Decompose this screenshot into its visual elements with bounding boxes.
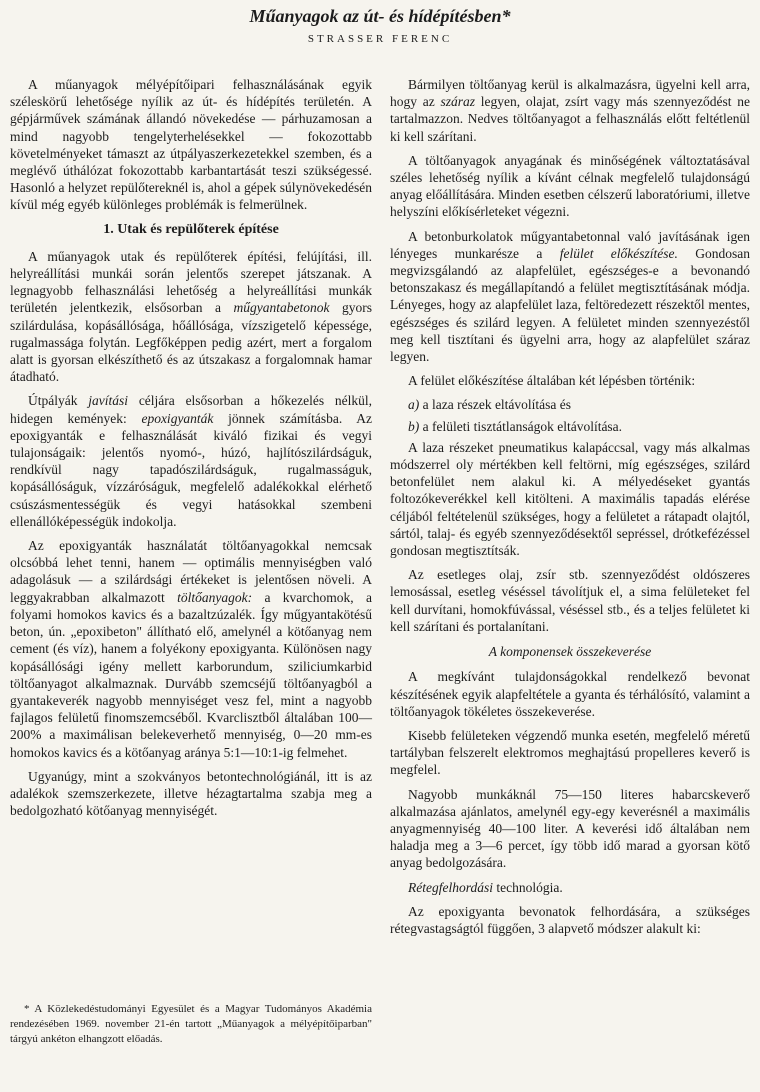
paragraph: Nagyobb munkáknál 75—150 literes habarcskeverő alkalmazása ajánlatos, amelynél egy-egy keverésnél a maximális anyagmennyiség 40—100 liter. A keverési idő általában nem haladja meg a 3—6 percet, így több idő marad a gyorsan kötő anyag bedolgozására. bbox=[390, 786, 750, 871]
paragraph: A betonburkolatok műgyantabetonnal való javításának igen lényeges munkarésze a felület előkészítése. Gondosan megvizsgálandó az alapfelület, egészséges-e a bevonandó betonszakasz és megállapítandó a felület megtisztításának módja. Lényeges, hogy az alapfelület laza, feltöredezett részektől mentes, egészséges és szilárd legyen. A felületet minden szennyezéstől meg kell tisztítani és ügyelni arra, hogy az alapfelület száraz legyen. bbox=[390, 228, 750, 365]
right-column bbox=[390, 76, 750, 944]
paragraph: A laza részeket pneumatikus kalapáccsal, vagy más alkalmas módszerrel oly mértékben kell feltörni, míg egészséges, szilárd betonfelület nem alakul ki. A mélyedéseket gyantás foltozókeverékkel kell kitölteni. A maximális tapadás elérése céljából feltételenül szükséges, hogy a felületet a rátapadt olajtól, sártól, talaj- és egyéb szennyeződésektől sepréssel, drótkefézéssel gondosan megtisztítsák. bbox=[390, 439, 750, 559]
paragraph: Rétegfelhordási technológia. bbox=[408, 879, 563, 895]
intro-paragraph: A műanyagok mélyépítőipari felhasználásának egyik széleskörű lehetősége nyílik az út- és hídépítés területén. A gépjárművek számának állandó növekedése — párhuzamosan a mind nagyobb tengelyterhelésekkel — fokozottabb követelményeket támaszt az útpályaszerkezetekkel szemben, és a meglévő úthálózat fokozottabb karbantartását teszi szükségessé. Hasonló a helyzet repülőtereknél is, ahol a gépek súlynövekedésén kívül még egyéb különleges problémák is felmerülnek. bbox=[10, 77, 372, 213]
section-heading: 1. Utak és repülőterek építése bbox=[103, 221, 279, 237]
paragraph: Ugyanúgy, mint a szokványos betontechnológiánál, itt is az adalékok szemszerkezete, illetve hézagtartalma szabja meg a bedolgozható kötőanyag mennyiségét. bbox=[10, 768, 372, 819]
paragraph: A megkívánt tulajdonságokkal rendelkező bevonat készítésének egyik alapfeltétele a gyanta és térhálósító, valamint a töltőanyagok tökéletes összekeverése. bbox=[390, 669, 750, 719]
paragraph: A műanyagok utak és repülőterek építési, felújítási, ill. helyreállítási munkái során jelentős szerepet játszanak. A legnagyobb felhasználási lehetőség a helyreállítási munkák területén jelentkezik, elsősorban a műgyantabetonok gyors szilárdulása, kopásállósága, hőállósága, vízszigetelő képessége, rugalmassága folytán. Legfőképpen pedig azért, mert a forgalom alatt is gyorsan elkészíthető és az útszakasz a forgalomnak hamar átadható. bbox=[10, 248, 372, 385]
paragraph: A töltőanyagok anyagának és minőségének változtatásával széles lehetőség nyílik a kívánt célnak megfelelő tulajdonságú anyag előállítására. Minden esetben célszerű laboratóriumi, illetve helyszíni előkísérleteket végezni. bbox=[390, 152, 750, 220]
footnote: * A Közlekedéstudományi Egyesület és a Magyar Tudományos Akadémia rendezésében 1969. november 21-én tartott „Műanyagok a mélyépítőiparban" tárgyú ankéton elhangzott előadás. bbox=[10, 1003, 372, 1045]
paragraph: Az esetleges olaj, zsír stb. szennyeződést oldószeres lemosással, esetleg véséssel távolítjuk el, a sima felületeket fel kell durvítani, homokfúvással, véséssel stb., és a teljes felületet ki kell szárítani és portalanítani. bbox=[390, 567, 750, 634]
article-title: Műanyagok az út- és hídépítésben* bbox=[249, 6, 511, 26]
subsection-heading: A komponensek összekeverése bbox=[488, 644, 652, 660]
paragraph: A felület előkészítése általában két lépésben történik: bbox=[408, 373, 696, 389]
paragraph: Bármilyen töltőanyag kerül is alkalmazásra, ügyelni kell arra, hogy az száraz legyen, olajat, zsírt vagy más szennyeződést ne tartalmazzon. Nedves töltőanyagot a felhasználás előtt feltétlenül ki kell szárítani. bbox=[390, 77, 751, 144]
list-item: b) a felületi tisztátlanságok eltávolítása. bbox=[408, 418, 623, 434]
paragraph: Kisebb felületeken végzendő munka esetén, megfelelő méretű tartályban felszerelt elektromos meghajtású propelleres keverő is megfelel. bbox=[390, 727, 750, 778]
author-name: STRASSER FERENC bbox=[307, 33, 453, 45]
left-column bbox=[10, 76, 372, 826]
paragraph: Az epoxigyanta bevonatok felhordására, a szükséges rétegvastagságtól függően, 3 alapvető módszer alakult ki: bbox=[390, 903, 750, 936]
paragraph: Az epoxigyanták használatát töltőanyagokkal nemcsak olcsóbbá lehet tenni, hanem — optimális mennyiségben való adagolásuk — a szilárdsági értékeket is jelentősen növeli. A leggyakrabban alkalmazott töltőanyagok: a kvarchomok, a folyami homokos kavics és a bazaltzúzalék. Így műgyantakötésű beton, ún. „epoxibeton" állítható elő, amelynél a kötőanyag nem cement (és víz), hanem a folyékony epoxigyanta. Különösen nagy kopásállósági igény mellett karborundum, sziliciumkarbid töltőanyagot alkalmaznak. Durvább szemcséjű töltőanyagból a gyantakeverék nagyobb mennyiséget vesz fel, mint a nagyobb fajlagos felületű finomszemcséből. Kvarclisztből általában 100—200% a maximálisan belekeverhető mennyiség, 0—20 mm-es homokos kavics és a kötőanyag aránya 5:1—10:1-ig felmehet. bbox=[10, 538, 373, 760]
list-item: a) a laza részek eltávolítása és bbox=[408, 397, 572, 413]
paragraph: Útpályák javítási céljára elsősorban a hőkezelés nélkül, hidegen kemények: epoxigyanták jönnek számításba. Az epoxigyanták e felhasználását kiváló fizikai és vegyi tulajonságaik: jelentős nyomó-, húzó, hajlítószilárdságuk, rendkívül nagy tapadószilárdságuk, rugalmasságuk, kopásállóságuk, vízzáróságuk, megfelelő adalékokkal elérhető csúszásmentességük és vegyi hatásokkal szembeni ellenállóképességük indokolja. bbox=[10, 393, 373, 529]
